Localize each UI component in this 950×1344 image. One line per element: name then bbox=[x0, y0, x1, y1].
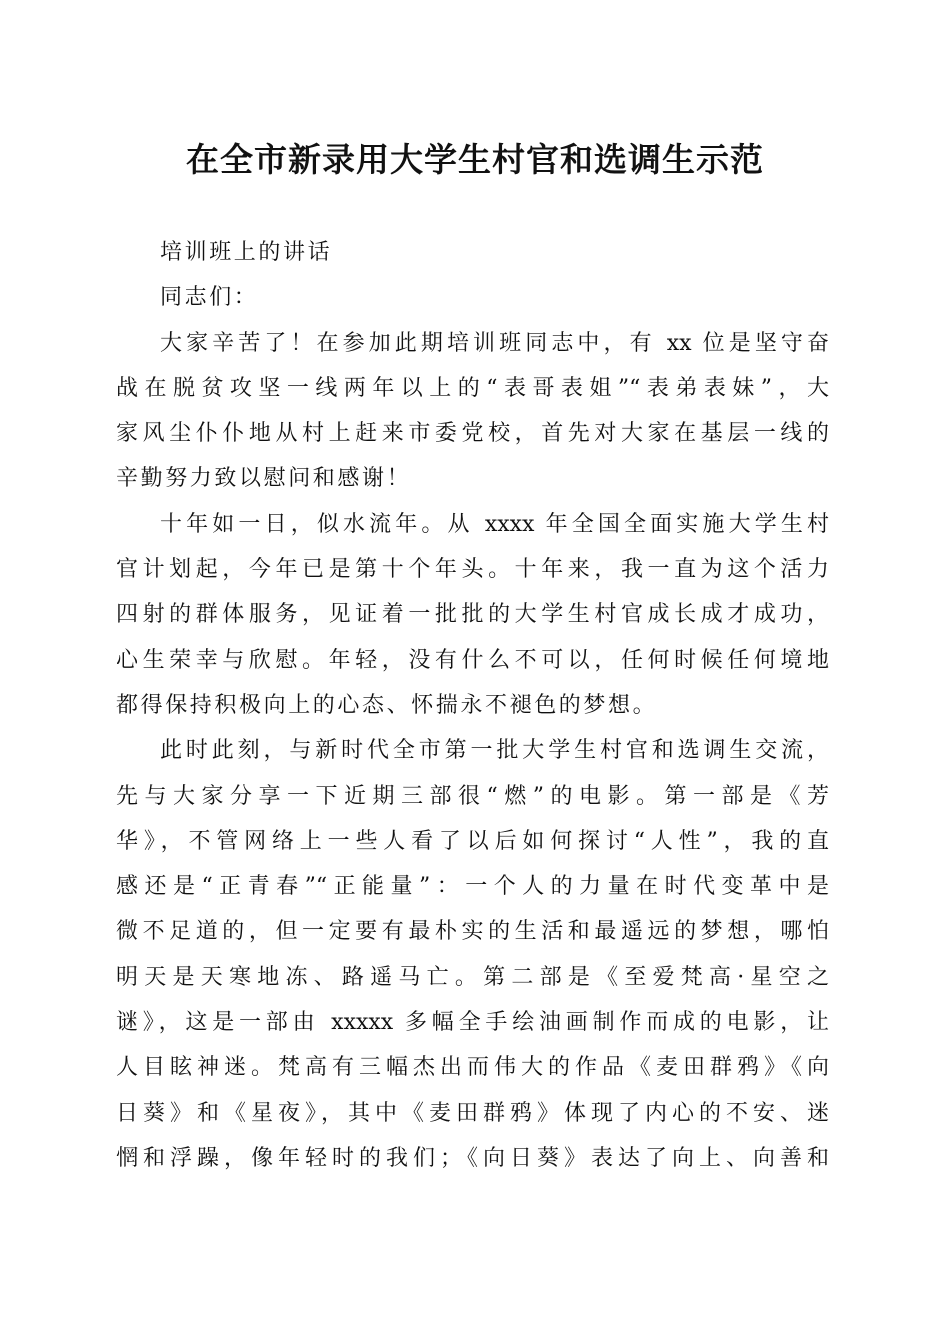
body-line: 四射的群体服务，见证着一批批的大学生村官成长成才成功， bbox=[116, 602, 829, 628]
document-body bbox=[116, 230, 829, 1181]
body-line: 同志们： bbox=[160, 285, 259, 311]
body-line: 官计划起，今年已是第十个年头。十年来，我一直为这个活力 bbox=[116, 557, 829, 583]
body-line: 辛勤努力致以慰问和感谢！ bbox=[116, 466, 412, 492]
body-line: 感还是“正青春”“正能量”：一个人的力量在时代变革中是 bbox=[116, 874, 829, 900]
body-line: 此时此刻，与新时代全市第一批大学生村官和选调生交流， bbox=[160, 738, 829, 764]
body-line: 十年如一日，似水流年。从 xxxx 年全国全面实施大学生村 bbox=[160, 511, 829, 537]
document-title: 在全市新录用大学生村官和选调生示范 bbox=[186, 140, 764, 179]
body-line: 人目眩神迷。梵高有三幅杰出而伟大的作品《麦田群鸦》《向 bbox=[116, 1055, 829, 1081]
body-line: 心生荣幸与欣慰。年轻，没有什么不可以，任何时候任何境地 bbox=[116, 647, 829, 673]
body-line: 微不足道的，但一定要有最朴实的生活和最遥远的梦想，哪怕 bbox=[116, 919, 829, 945]
body-line: 先与大家分享一下近期三部很“燃”的电影。第一部是《芳 bbox=[116, 783, 829, 809]
body-line: 家风尘仆仆地从村上赶来市委党校，首先对大家在基层一线的 bbox=[116, 421, 829, 447]
body-line: 华》，不管网络上一些人看了以后如何探讨“人性”，我的直 bbox=[116, 828, 829, 854]
body-line: 战在脱贫攻坚一线两年以上的“表哥表姐”“表弟表妹”，大 bbox=[116, 375, 829, 401]
body-line: 惘和浮躁，像年轻时的我们；《向日葵》表达了向上、向善和 bbox=[116, 1145, 829, 1171]
body-line: 培训班上的讲话 bbox=[160, 240, 333, 265]
body-line: 谜》，这是一部由 xxxxx 多幅全手绘油画制作而成的电影，让 bbox=[116, 1010, 829, 1036]
body-line: 都得保持积极向上的心态、怀揣永不褪色的梦想。 bbox=[116, 692, 658, 718]
body-line: 日葵》和《星夜》，其中《麦田群鸦》体现了内心的不安、迷 bbox=[116, 1100, 829, 1126]
body-line: 大家辛苦了！在参加此期培训班同志中，有 xx 位是坚守奋 bbox=[160, 330, 829, 356]
body-line: 明天是天寒地冻、路遥马亡。第二部是《至爱梵高·星空之 bbox=[116, 964, 829, 990]
